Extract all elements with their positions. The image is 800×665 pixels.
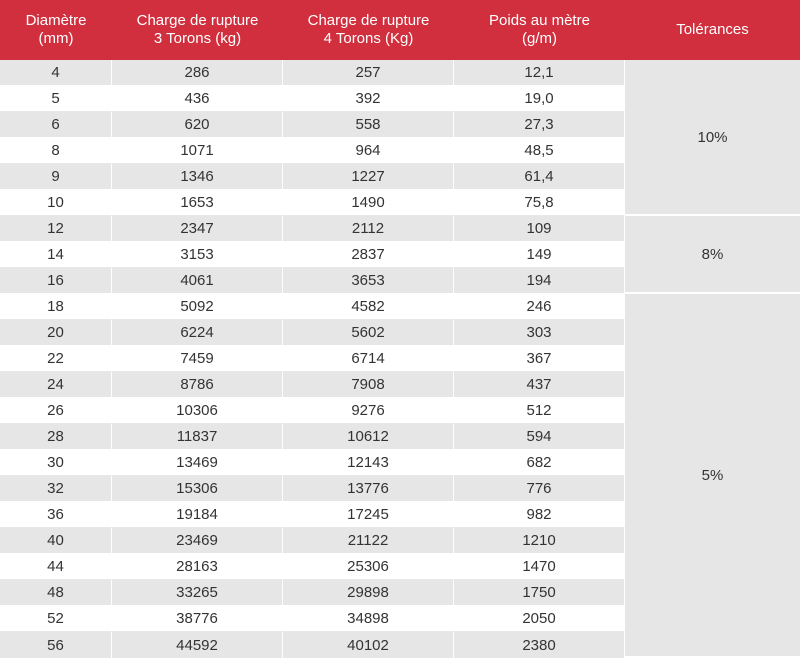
poids-cell: 194 <box>454 268 625 294</box>
poids-cell: 75,8 <box>454 190 625 216</box>
header-charge-4-torons <box>283 0 454 60</box>
poids-cell: 2380 <box>454 632 625 658</box>
poids-cell: 149 <box>454 242 625 268</box>
poids-cell: 982 <box>454 502 625 528</box>
header-diametre-line2: (mm) <box>38 30 74 47</box>
diametre-cell: 40 <box>0 528 112 554</box>
diametre-cell: 22 <box>0 346 112 372</box>
charge3-cell: 1653 <box>112 190 283 216</box>
diametre-cell: 8 <box>0 138 112 164</box>
table-row <box>0 294 800 320</box>
charge3-cell: 33265 <box>112 580 283 606</box>
charge3-cell: 11837 <box>112 424 283 450</box>
charge4-cell: 1490 <box>283 190 454 216</box>
poids-cell: 12,1 <box>454 60 625 86</box>
charge4-cell: 13776 <box>283 476 454 502</box>
header-charge4-line2: 4 Torons (Kg) <box>323 30 414 47</box>
poids-cell: 109 <box>454 216 625 242</box>
header-charge4-line1: Charge de rupture <box>307 12 430 29</box>
diametre-cell: 4 <box>0 60 112 86</box>
charge3-cell: 19184 <box>112 502 283 528</box>
header-charge3-line2: 3 Torons (kg) <box>153 30 242 47</box>
poids-cell: 48,5 <box>454 138 625 164</box>
table-row <box>0 216 800 242</box>
charge4-cell: 6714 <box>283 346 454 372</box>
charge3-cell: 7459 <box>112 346 283 372</box>
poids-cell: 246 <box>454 294 625 320</box>
poids-cell: 303 <box>454 320 625 346</box>
charge4-cell: 29898 <box>283 580 454 606</box>
poids-cell: 437 <box>454 372 625 398</box>
charge4-cell: 257 <box>283 60 454 86</box>
poids-cell: 594 <box>454 424 625 450</box>
charge3-cell: 2347 <box>112 216 283 242</box>
header-tolerances: Tolérances <box>625 0 800 60</box>
charge3-cell: 286 <box>112 60 283 86</box>
charge4-cell: 40102 <box>283 632 454 658</box>
charge3-cell: 6224 <box>112 320 283 346</box>
header-diametre-line1: Diamètre <box>25 12 87 29</box>
charge4-cell: 25306 <box>283 554 454 580</box>
charge4-cell: 21122 <box>283 528 454 554</box>
header-charge3-line1: Charge de rupture <box>136 12 259 29</box>
header-diametre <box>0 0 112 60</box>
poids-cell: 776 <box>454 476 625 502</box>
charge3-cell: 10306 <box>112 398 283 424</box>
charge4-cell: 558 <box>283 112 454 138</box>
charge3-cell: 620 <box>112 112 283 138</box>
charge4-cell: 7908 <box>283 372 454 398</box>
poids-cell: 2050 <box>454 606 625 632</box>
header-charge-3-torons <box>112 0 283 60</box>
table-body <box>0 60 800 658</box>
poids-cell: 682 <box>454 450 625 476</box>
charge4-cell: 2837 <box>283 242 454 268</box>
poids-cell: 61,4 <box>454 164 625 190</box>
diametre-cell: 20 <box>0 320 112 346</box>
charge3-cell: 5092 <box>112 294 283 320</box>
diametre-cell: 9 <box>0 164 112 190</box>
poids-cell: 1750 <box>454 580 625 606</box>
poids-cell: 19,0 <box>454 86 625 112</box>
poids-cell: 1470 <box>454 554 625 580</box>
charge4-cell: 1227 <box>283 164 454 190</box>
charge4-cell: 9276 <box>283 398 454 424</box>
diametre-cell: 10 <box>0 190 112 216</box>
diametre-cell: 28 <box>0 424 112 450</box>
diametre-cell: 36 <box>0 502 112 528</box>
diametre-cell: 26 <box>0 398 112 424</box>
diametre-cell: 14 <box>0 242 112 268</box>
diametre-cell: 48 <box>0 580 112 606</box>
diametre-cell: 24 <box>0 372 112 398</box>
table-row <box>0 60 800 86</box>
header-row <box>0 0 800 60</box>
charge3-cell: 4061 <box>112 268 283 294</box>
charge3-cell: 436 <box>112 86 283 112</box>
charge3-cell: 1346 <box>112 164 283 190</box>
diametre-cell: 16 <box>0 268 112 294</box>
charge4-cell: 3653 <box>283 268 454 294</box>
poids-cell: 367 <box>454 346 625 372</box>
tolerance-cell: 10% <box>625 60 800 216</box>
diametre-cell: 56 <box>0 632 112 658</box>
charge3-cell: 8786 <box>112 372 283 398</box>
diametre-cell: 52 <box>0 606 112 632</box>
diametre-cell: 44 <box>0 554 112 580</box>
charge3-cell: 13469 <box>112 450 283 476</box>
poids-cell: 512 <box>454 398 625 424</box>
charge3-cell: 38776 <box>112 606 283 632</box>
header-poids <box>454 0 625 60</box>
charge4-cell: 34898 <box>283 606 454 632</box>
charge3-cell: 15306 <box>112 476 283 502</box>
diametre-cell: 18 <box>0 294 112 320</box>
diametre-cell: 12 <box>0 216 112 242</box>
charge4-cell: 4582 <box>283 294 454 320</box>
charge4-cell: 964 <box>283 138 454 164</box>
header-poids-line1: Poids au mètre <box>489 12 590 29</box>
table-header <box>0 0 800 60</box>
diametre-cell: 30 <box>0 450 112 476</box>
diametre-cell: 32 <box>0 476 112 502</box>
charge3-cell: 44592 <box>112 632 283 658</box>
diametre-cell: 5 <box>0 86 112 112</box>
charge4-cell: 2112 <box>283 216 454 242</box>
poids-cell: 27,3 <box>454 112 625 138</box>
charge3-cell: 1071 <box>112 138 283 164</box>
charge4-cell: 12143 <box>283 450 454 476</box>
poids-cell: 1210 <box>454 528 625 554</box>
charge3-cell: 23469 <box>112 528 283 554</box>
charge4-cell: 392 <box>283 86 454 112</box>
charge4-cell: 5602 <box>283 320 454 346</box>
diametre-cell: 6 <box>0 112 112 138</box>
tolerance-cell: 8% <box>625 216 800 294</box>
charge4-cell: 17245 <box>283 502 454 528</box>
charge3-cell: 3153 <box>112 242 283 268</box>
charge3-cell: 28163 <box>112 554 283 580</box>
charge4-cell: 10612 <box>283 424 454 450</box>
tolerance-cell: 5% <box>625 294 800 658</box>
header-poids-line2: (g/m) <box>522 30 557 47</box>
